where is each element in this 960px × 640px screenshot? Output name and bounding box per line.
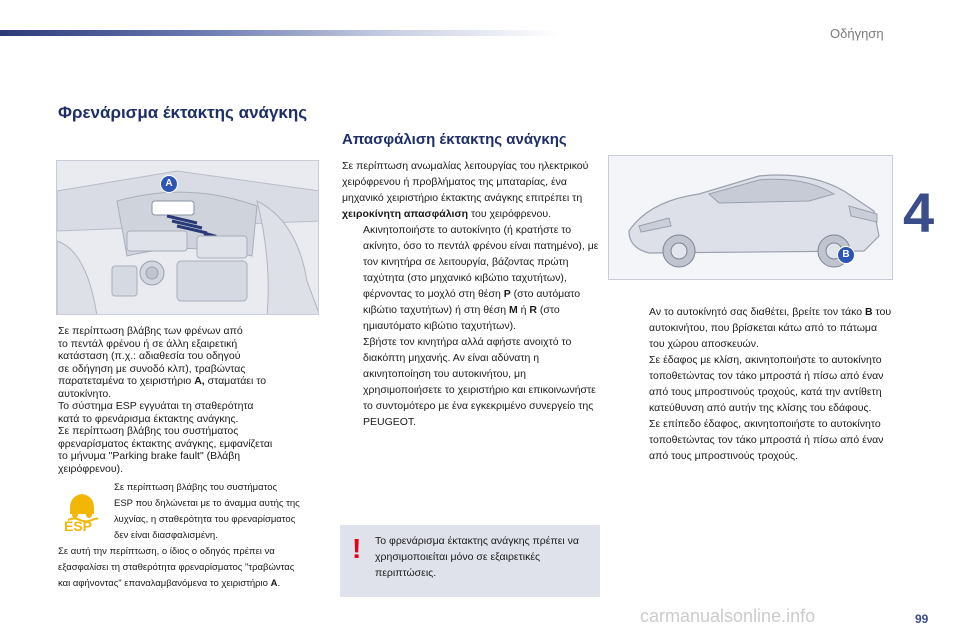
marker-b: B [837, 246, 855, 264]
esp-note-segment: και αφήνοντας" επαναλαμβανόμενα το χειριστήριο [58, 578, 271, 589]
header-gradient-bar [0, 30, 560, 36]
bullet-bold: B [864, 306, 873, 318]
warning-note [340, 525, 600, 597]
chapter-number: 4 [903, 181, 935, 244]
esp-note [58, 480, 328, 592]
intro-segment: του χειρόφρενου. [468, 208, 552, 220]
bullet-segment: Σβήστε τον κινητήρα αλλά αφήστε ανοιχτό το διακόπτη μηχανής. Αν είναι αδύνατη η ακινητοποίηση του αυτοκινήτου, μη χρησιμοποιήσετε το χειριστήριο και επικοινωνήστε το συντομότερο με ένα εγκεκριμένο συνεργείο της PEUGEOT. [363, 336, 596, 428]
intro-segment: Σε περίπτωση ανωμαλίας λειτουργίας του ηλεκτρικού χειρόφρενου ή προβλήματος της μπαταρίας, ένα μηχανικό χειριστήριο έκτακτης ανάγκης επιτρέπει τη [342, 160, 589, 204]
esp-note-line: λυχνίας, η σταθερότητα του φρεναρίσματος [114, 514, 296, 525]
left-text-line: φρεναρίσματος έκτακτης ανάγκης, εμφανίζεται [58, 437, 273, 450]
intro-text [342, 158, 604, 222]
bullet-segment: Ακινητοποιήστε το αυτοκίνητο (ή κρατήστε το ακίνητο, όσο το πεντάλ φρένου είναι πατημένο), με τον κινητήρα σε λειτουργία, βάζοντας πρώτη ταχύτητα (στο μηχανικό κιβώτιο ταχυτήτων), φέρνοντας το μοχλό στη θέση [363, 224, 599, 300]
esp-note-line [58, 576, 328, 592]
section-name: Οδήγηση [830, 26, 884, 41]
middle-heading: Απασφάλιση έκτακτης ανάγκης [342, 131, 567, 148]
bullet-segment: του αυτοκινήτου, που βρίσκεται κάτω από το πάτωμα του χώρου αποσκευών. [649, 306, 892, 350]
bullet-segment: ή [517, 304, 530, 316]
console-illustration [56, 160, 319, 315]
console-drawing [57, 161, 319, 315]
bullet-bold: P [503, 288, 511, 300]
left-text-segment: παρατεταμένα το χειριστήριο [58, 375, 195, 387]
right-paragraph [628, 304, 893, 464]
bullet-item [342, 222, 604, 334]
esp-icon-label: ESP [64, 518, 93, 534]
esp-note-line: εξασφαλίσει τη σταθερότητα φρεναρίσματος "τραβώντας [58, 562, 295, 573]
left-text-line: το μήνυμα "Parking brake fault" (Βλάβη [58, 450, 241, 462]
bullet-bold: R [529, 304, 538, 316]
left-text-line: χειρόφρενου). [58, 462, 124, 475]
bullet-bold: M [508, 304, 518, 316]
esp-note-line: ESP που δηλώνεται με το άναμμα αυτής της [114, 498, 300, 509]
left-text-line: το πεντάλ φρένου ή σε άλλη εξαιρετική [58, 337, 238, 350]
esp-note-segment: . [277, 578, 281, 589]
bullet-segment: Αν το αυτοκίνητό σας διαθέτει, βρείτε τον τάκο [649, 306, 865, 318]
left-text-line: Σε περίπτωση βλάβης των φρένων από [58, 325, 243, 337]
left-text-line: Το σύστημα ESP εγγυάται τη σταθερότητα [58, 400, 254, 412]
left-text-line: σε οδήγηση με συνοδό κλπ), τραβώντας [58, 362, 246, 375]
bullet-item [628, 304, 893, 352]
left-text-line: αυτοκίνητο. [58, 387, 112, 400]
left-text-segment: σταματάει το [204, 375, 267, 387]
left-text-line [58, 375, 323, 388]
left-text-line: Σε περίπτωση βλάβης του συστήματος [58, 425, 239, 437]
esp-warning-icon [62, 488, 102, 536]
esp-note-line: Σε περίπτωση βλάβης του συστήματος [114, 482, 278, 493]
bullet-item [342, 334, 604, 430]
esp-note-line: Σε αυτή την περίπτωση, ο ίδιος ο οδηγός πρέπει να [58, 546, 275, 557]
bullet-segment: Σε έδαφος με κλίση, ακινητοποιήστε το αυτοκίνητο τοποθετώντας τον τάκο μπροστά ή πίσω από έναν από τους μπροστινούς τροχούς, κατά την αντίθετη κατεύθυνση από αυτήν της κλίσης του εδάφους. [649, 354, 884, 414]
left-text-line: κατάσταση (π.χ.: αδιαθεσία του οδηγού [58, 350, 241, 362]
right-text-continuation: Σε επίπεδο έδαφος, ακινητοποιήστε το αυτοκίνητο τοποθετώντας τον τάκο μπροστά ή πίσω από έναν από τους μπροστινούς τροχούς. [649, 418, 884, 462]
marker-a: A [160, 175, 178, 193]
intro-bold: χειροκίνητη απασφάλιση [342, 208, 469, 220]
esp-note-letter: A [270, 578, 278, 589]
esp-note-line: δεν είναι διασφαλισμένη. [114, 530, 218, 541]
page-number: 99 [915, 612, 929, 626]
bullet-segment: (στο ημιαυτόματο κιβώτιο ταχυτήτων). [363, 304, 560, 332]
bullet-item [628, 352, 893, 416]
warning-text: Το φρενάρισμα έκτακτης ανάγκης πρέπει να χρησιμοποιείται μόνο σε εξαιρετικές περιπτώσεις. [375, 535, 579, 579]
car-illustration [608, 155, 893, 280]
middle-paragraph [342, 158, 604, 430]
left-paragraph [58, 325, 323, 475]
bullet-segment: (στο αυτόματο κιβώτιο ταχυτήτων) ή στη θέση [363, 288, 581, 316]
warning-icon: ! [352, 533, 362, 564]
page-title: Φρενάρισμα έκτακτης ανάγκης [58, 103, 308, 122]
left-text-line: κατά το φρενάρισμα έκτακτης ανάγκης. [58, 412, 239, 425]
control-letter: A, [194, 375, 205, 387]
watermark: carmanualsonline.info [640, 606, 816, 626]
